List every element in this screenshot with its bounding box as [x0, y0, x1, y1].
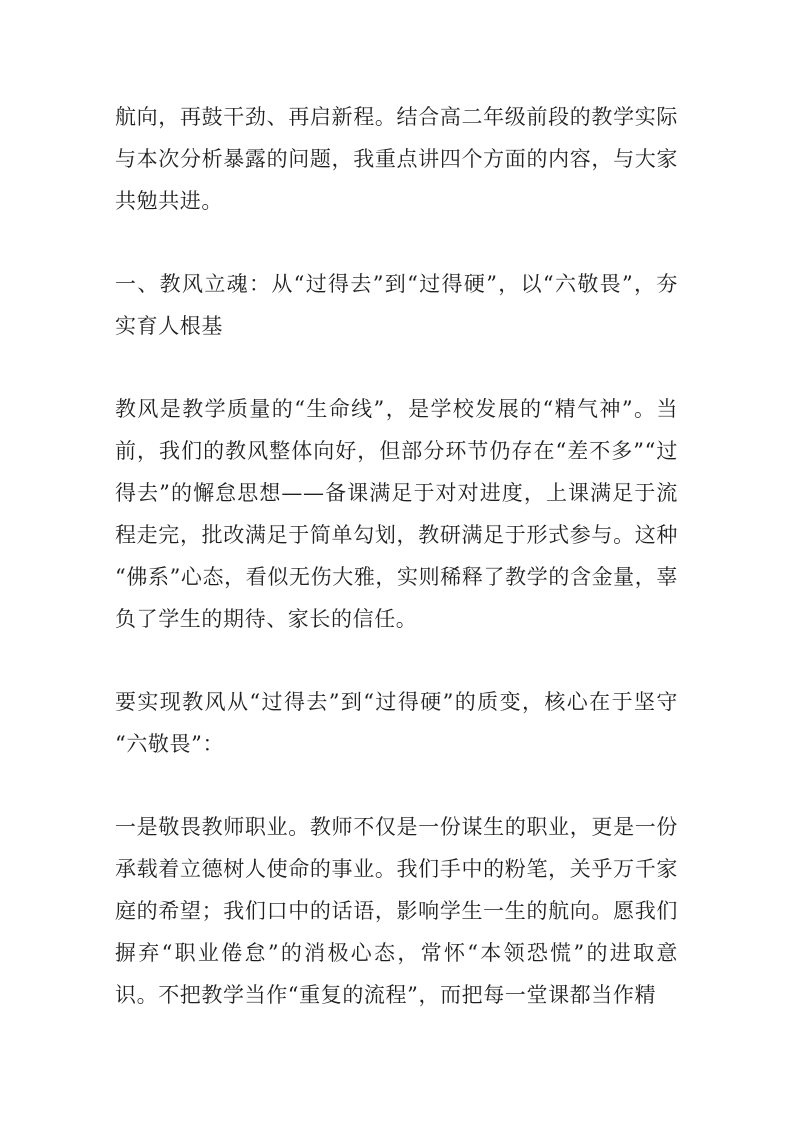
- paragraph: 要实现教风从“过得去”到“过得硬”的质变，核心在于坚守“六敬畏”：: [115, 690, 678, 756]
- document-text-body: [115, 96, 678, 1016]
- paragraph: 一是敬畏教师职业。教师不仅是一份谋生的职业，更是一份承载着立德树人使命的事业。我们手中的粉笔，关乎万千家庭的希望；我们口中的话语，影响学生一生的航向。愿我们摒弃“职业倦怠”的消极心态，常怀“本领恐慌”的进取意识。不把教学当作“重复的流程”，而把每一堂课都当作精: [115, 815, 678, 1007]
- paragraph: 航向，再鼓干劲、再启新程。结合高二年级前段的教学实际与本次分析暴露的问题，我重点讲四个方面的内容，与大家共勉共进。: [115, 105, 678, 213]
- paragraph: 教风是教学质量的“生命线”，是学校发展的“精气神”。当前，我们的教风整体向好，但部分环节仍存在“差不多”“过得去”的懈怠思想——备课满足于对对进度，上课满足于流程走完，批改满足于简单勾划，教研满足于形式参与。这种“佛系”心态，看似无伤大雅，实则稀释了教学的含金量，辜负了学生的期待、家长的信任。: [115, 397, 678, 631]
- section-heading: 一、教风立魂：从“过得去”到“过得硬”，以“六敬畏”，夯实育人根基: [115, 272, 678, 338]
